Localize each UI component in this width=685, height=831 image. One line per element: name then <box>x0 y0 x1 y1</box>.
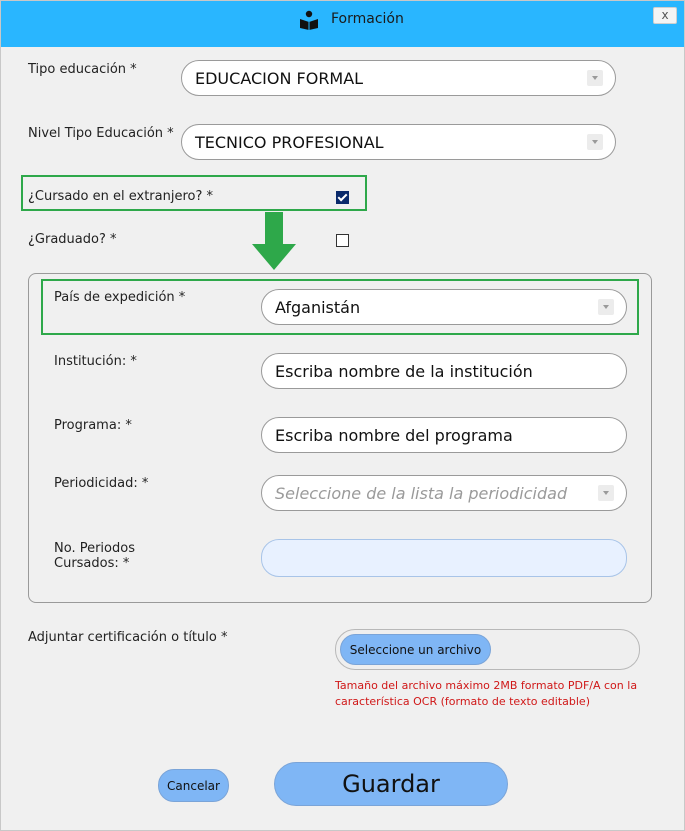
cancel-button[interactable]: Cancelar <box>158 769 229 802</box>
chevron-down-icon <box>598 299 614 315</box>
institucion-label: Institución: * <box>54 354 137 369</box>
graduado-checkbox[interactable] <box>336 234 349 247</box>
book-reader-icon <box>299 10 319 30</box>
pais-expedicion-select[interactable] <box>261 289 627 325</box>
periodicidad-select[interactable] <box>261 475 627 511</box>
dialog-header <box>1 1 684 47</box>
periodicidad-placeholder: Seleccione de la lista la periodicidad <box>275 484 568 503</box>
periodicidad-label: Periodicidad: * <box>54 476 149 491</box>
chevron-down-icon <box>587 70 603 86</box>
save-button[interactable]: Guardar <box>274 762 508 806</box>
tipo-educacion-value: EDUCACION FORMAL <box>195 69 364 88</box>
tipo-educacion-label: Tipo educación * <box>28 62 137 77</box>
select-file-button[interactable]: Seleccione un archivo <box>340 634 491 665</box>
institucion-input[interactable] <box>261 353 627 389</box>
close-button[interactable]: x <box>653 7 677 24</box>
chevron-down-icon <box>598 485 614 501</box>
dialog-title: Formación <box>331 11 404 27</box>
nivel-tipo-educacion-label: Nivel Tipo Educación * <box>28 126 174 141</box>
cursado-extranjero-checkbox[interactable] <box>336 191 349 204</box>
cursado-extranjero-label: ¿Cursado en el extranjero? * <box>28 189 214 204</box>
file-upload-field <box>335 629 640 670</box>
institucion-value: Escriba nombre de la institución <box>275 362 533 381</box>
arrow-down-icon <box>252 212 296 270</box>
adjuntar-label: Adjuntar certificación o título * <box>28 630 228 645</box>
file-size-note: Tamaño del archivo máximo 2MB formato PDF/A con la característica OCR (formato de texto editable) <box>335 679 638 708</box>
no-periodos-label-line2: Cursados: * <box>54 556 130 571</box>
pais-expedicion-label: País de expedición * <box>54 290 186 305</box>
programa-value: Escriba nombre del programa <box>275 426 513 445</box>
no-periodos-label-line1: No. Periodos <box>54 541 135 556</box>
programa-input[interactable] <box>261 417 627 453</box>
nivel-tipo-educacion-select[interactable] <box>181 124 616 160</box>
tipo-educacion-select[interactable] <box>181 60 616 96</box>
pais-expedicion-value: Afganistán <box>275 298 361 317</box>
chevron-down-icon <box>587 134 603 150</box>
graduado-label: ¿Graduado? * <box>28 232 117 247</box>
no-periodos-input[interactable] <box>261 539 627 577</box>
programa-label: Programa: * <box>54 418 132 433</box>
nivel-tipo-educacion-value: TECNICO PROFESIONAL <box>195 133 384 152</box>
